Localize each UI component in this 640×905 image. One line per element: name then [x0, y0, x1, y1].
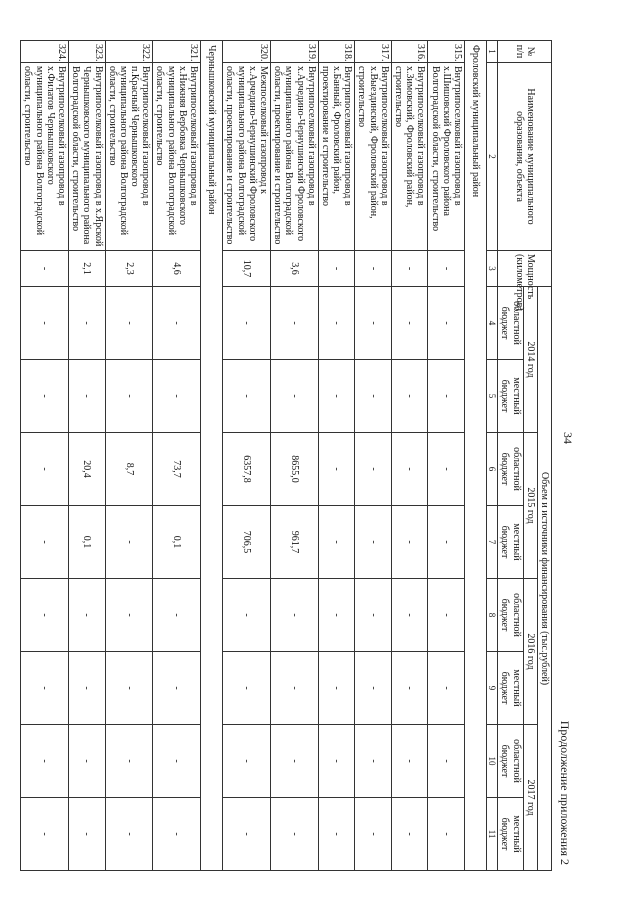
funding-value: - [391, 725, 428, 798]
row-number: 322. [105, 41, 153, 63]
table-row [153, 41, 201, 871]
funding-value: - [21, 433, 69, 506]
column-number: 7 [487, 506, 498, 579]
funding-value: - [270, 725, 318, 798]
funding-value: - [21, 506, 69, 579]
header-no: № п/п [498, 41, 552, 63]
funding-value: - [428, 725, 465, 798]
header-year-2016: 2016 год [523, 579, 537, 725]
column-number: 4 [487, 287, 498, 360]
capacity-value: - [318, 251, 355, 287]
column-number: 11 [487, 798, 498, 871]
funding-value: - [223, 579, 271, 652]
table-row [391, 41, 428, 871]
funding-value: 8655,0 [270, 433, 318, 506]
column-number: 8 [487, 579, 498, 652]
funding-value: - [355, 579, 392, 652]
object-name: Межпоселковый газопровод к х.Арчедино-Чернушинский Фроловского муниципального района Волгоградской области, проектирование и строительство [223, 63, 271, 251]
row-number: 315. [428, 41, 465, 63]
capacity-value: 2,1 [68, 251, 105, 287]
funding-value: - [105, 798, 153, 871]
funding-value: - [428, 433, 465, 506]
funding-value: - [355, 725, 392, 798]
funding-value: - [318, 652, 355, 725]
funding-value: - [391, 287, 428, 360]
column-number: 2 [487, 63, 498, 251]
header-local-2014: местный бюджет [498, 360, 523, 433]
funding-value: - [428, 360, 465, 433]
table-row [270, 41, 318, 871]
funding-value: - [21, 287, 69, 360]
funding-value: - [318, 506, 355, 579]
funding-value: 8,7 [105, 433, 153, 506]
funding-value: 706,5 [223, 506, 271, 579]
funding-value: - [223, 798, 271, 871]
object-name: Внутрипоселковый газопровод в х.Нижняя Вербовка Чернышковского муниципального района Волгоградской области, строительство [153, 63, 201, 251]
funding-value: - [270, 360, 318, 433]
object-name: Внутрипоселковый газопровод в х.Ярской Чернышковского муниципального района Волгоградской области, строительство [68, 63, 105, 251]
column-number: 1 [487, 41, 498, 63]
header-name: Наименование муниципального образования, объекта [498, 63, 552, 251]
funding-value: - [153, 579, 201, 652]
funding-value: 73,7 [153, 433, 201, 506]
row-number: 321. [153, 41, 201, 63]
funding-value: - [318, 725, 355, 798]
header-funding: Объем и источники финансирования (тыс.рублей) [537, 287, 551, 871]
column-number: 3 [487, 251, 498, 287]
header-local-2015: местный бюджет [498, 506, 523, 579]
row-number: 316. [391, 41, 428, 63]
object-name: Внутрипоселковый газопровод в х.Шишовский Фроловского района Волгоградской области, строительство [428, 63, 465, 251]
funding-value: - [153, 652, 201, 725]
capacity-value: - [21, 251, 69, 287]
funding-value: - [355, 798, 392, 871]
header-local-2017: местный бюджет [498, 798, 523, 871]
object-name: Внутрипоселковый газопровод в п.Красный Чернышковского муниципального района Волгоградской области, строительство [105, 63, 153, 251]
funding-value: - [428, 579, 465, 652]
funding-value: - [153, 725, 201, 798]
page-number: 34 [561, 432, 575, 444]
funding-value: - [105, 287, 153, 360]
funding-value: - [428, 287, 465, 360]
funding-value: - [355, 433, 392, 506]
funding-value: - [68, 798, 105, 871]
header-regional-2015: областной бюджет [498, 433, 523, 506]
funding-value: - [355, 506, 392, 579]
object-name: Внутрипоселковый газопровод в х.Зимовский, Фроловский район, строительство [391, 63, 428, 251]
financing-table [20, 40, 552, 871]
table-row [105, 41, 153, 871]
row-number: 323. [68, 41, 105, 63]
funding-value: - [21, 652, 69, 725]
funding-value: - [21, 360, 69, 433]
row-number: 320. [223, 41, 271, 63]
funding-value: - [21, 579, 69, 652]
funding-value: - [68, 287, 105, 360]
object-name: Внутрипоселковый газопровод в х.Выездинский, Фроловский район, строительство [355, 63, 392, 251]
funding-value: - [355, 360, 392, 433]
section-title: Чернышковский муниципальный район [201, 41, 223, 871]
funding-value: - [318, 579, 355, 652]
funding-value: - [391, 433, 428, 506]
object-name: Внутрипоселковый газопровод в х.Филатов Чернышковского муниципального района Волгоградской области, строительство [21, 63, 69, 251]
funding-value: - [153, 798, 201, 871]
funding-value: - [153, 287, 201, 360]
row-number: 324. [21, 41, 69, 63]
funding-value: - [105, 506, 153, 579]
section-row [464, 41, 486, 871]
funding-value: - [428, 652, 465, 725]
funding-value: - [391, 652, 428, 725]
funding-value: - [153, 360, 201, 433]
column-number: 9 [487, 652, 498, 725]
header-capacity: Мощность (километров) [498, 251, 552, 287]
funding-value: - [270, 798, 318, 871]
funding-value: - [68, 579, 105, 652]
table-row [355, 41, 392, 871]
row-number: 318. [318, 41, 355, 63]
table-body [21, 41, 487, 871]
capacity-value: 3,6 [270, 251, 318, 287]
capacity-value: 10,7 [223, 251, 271, 287]
funding-value: - [223, 652, 271, 725]
funding-value: - [105, 652, 153, 725]
funding-value: - [355, 652, 392, 725]
funding-value: - [270, 579, 318, 652]
funding-value: - [270, 652, 318, 725]
header-year-2017: 2017 год [523, 725, 537, 871]
funding-value: - [391, 579, 428, 652]
funding-value: - [318, 287, 355, 360]
funding-value: - [105, 579, 153, 652]
capacity-value: 4,6 [153, 251, 201, 287]
funding-value: - [21, 725, 69, 798]
header-year-2015: 2015 год [523, 433, 537, 579]
capacity-value: - [355, 251, 392, 287]
table-row [428, 41, 465, 871]
funding-value: - [68, 725, 105, 798]
funding-value: - [223, 287, 271, 360]
funding-value: - [318, 360, 355, 433]
header-regional-2016: областной бюджет [498, 579, 523, 652]
header-regional-2014: областной бюджет [498, 287, 523, 360]
funding-value: 0,1 [153, 506, 201, 579]
object-name: Внутрипоселковый газопровод в х.Банный, Фроловский район, проектирование и строительство [318, 63, 355, 251]
funding-value: - [223, 360, 271, 433]
section-title: Фроловский муниципальный район [464, 41, 486, 871]
funding-value: 20,4 [68, 433, 105, 506]
capacity-value: 2,3 [105, 251, 153, 287]
funding-value: - [391, 360, 428, 433]
funding-value: - [223, 725, 271, 798]
funding-value: 961,7 [270, 506, 318, 579]
funding-value: - [21, 798, 69, 871]
row-number: 317. [355, 41, 392, 63]
funding-value: - [270, 287, 318, 360]
rotated-content [22, 32, 580, 877]
capacity-value: - [391, 251, 428, 287]
table-row [21, 41, 69, 871]
funding-value: - [318, 433, 355, 506]
section-row [201, 41, 223, 871]
funding-value: - [68, 360, 105, 433]
funding-value: - [428, 506, 465, 579]
funding-value: 6357,8 [223, 433, 271, 506]
column-number: 5 [487, 360, 498, 433]
funding-value: - [355, 287, 392, 360]
header-local-2016: местный бюджет [498, 652, 523, 725]
header-regional-2017: областной бюджет [498, 725, 523, 798]
continuation-note: Продолжение приложения 2 [558, 720, 572, 865]
table-row [68, 41, 105, 871]
funding-value: 0,1 [68, 506, 105, 579]
object-name: Внутрипоселковый газопровод в х.Арчедино-Чернушинский Фроловского муниципального района Волгоградской области, проектирование и строительство [270, 63, 318, 251]
table-row [318, 41, 355, 871]
funding-value: - [105, 360, 153, 433]
table-row [223, 41, 271, 871]
funding-value: - [318, 798, 355, 871]
funding-value: - [391, 506, 428, 579]
funding-value: - [391, 798, 428, 871]
column-number: 6 [487, 433, 498, 506]
funding-value: - [105, 725, 153, 798]
funding-value: - [428, 798, 465, 871]
capacity-value: - [428, 251, 465, 287]
row-number: 319. [270, 41, 318, 63]
funding-value: - [68, 652, 105, 725]
column-number: 10 [487, 725, 498, 798]
header-year-2014: 2014 год [523, 287, 537, 433]
